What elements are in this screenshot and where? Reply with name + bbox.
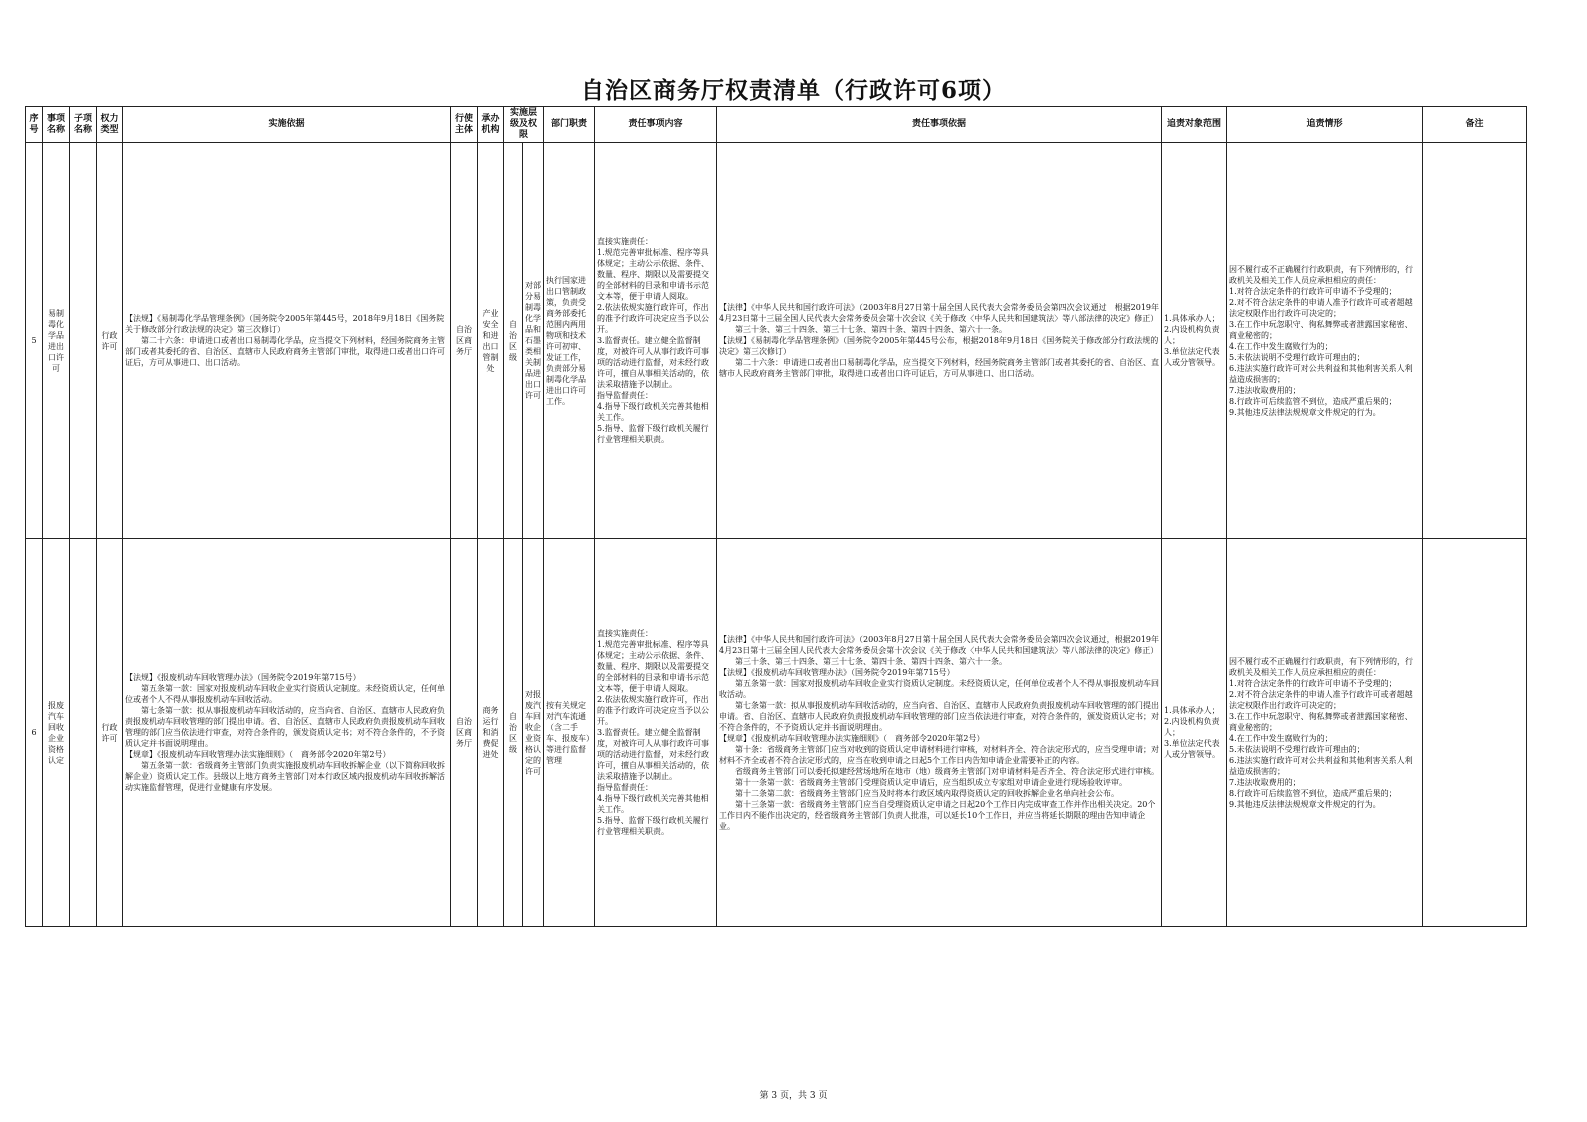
cell-resp-basis: 【法律】《中华人民共和国行政许可法》（2003年8月27日第十届全国人民代表大会常务委员会第四次会议通过 根据2019年4月23日第十三届全国人民代表大会常务委员会第十次会议《关于修改〈中华人民共和国建筑法〉等八部法律的决定》修正） 第三十条、第三十四条、第三十七条、第四十条、第四十四条、第六十一条。 【法规】《易制毒化学品管理条例》（国务院令2005年第445号公布，根据2018年9月18日《国务院关于修改部分行政法规的决定》第三次修订） 第二十六条：申请进口或者出口易制毒化学品，应当提交下列材料，经国务院商务主管部门或者其委托的省、自治区、直辖市人民政府商务主管部门审批，取得进口或者出口许可证后，方可从事进口、出口活动。 [717,143,1162,539]
cell-remark [1423,539,1527,927]
cell-resp-basis: 【法律】《中华人民共和国行政许可法》（2003年8月27日第十届全国人民代表大会常务委员会第四次会议通过，根据2019年4月23日第十三届全国人民代表大会常务委员会第十次会议《关于修改〈中华人民共和国建筑法〉等八部法律的决定》修正） 第三十条、第三十四条、第三十七条、第四十条、第四十四条、第六十一条。 【法规】《报废机动车回收管理办法》（国务院令2019年第715号） 第五条第一款：国家对报废机动车回收企业实行资质认定制度。未经资质认定，任何单位或者个人不得从事报废机动车回收活动。 第七条第一款：拟从事报废机动车回收活动的，应当向省、自治区、直辖市人民政府负责报废机动车回收管理的部门提出申请。省、自治区、直辖市人民政府负责报废机动车回收管理的部门应当依法进行审查，对符合条件的，颁发资质认定书；对不符合条件的，不予资质认定并书面说明理由。 【规章】《报废机动车回收管理办法实施细则》（ 商务部令2020年第2号） 第十条：省级商务主管部门应当对收到的资质认定申请材料进行审核，对材料齐全、符合法定形式的，应当受理申请；对材料不齐全或者不符合法定形式的，应当在收到申请之日起5个工作日内告知申请企业需要补正的内容。 省级商务主管部门可以委托拟建经营场地所在地市（地）级商务主管部门对申请材料是否齐全、符合法定形式进行审核。 第十一条第一款：省级商务主管部门受理资质认定申请后，应当组织成立专家组对申请企业进行现场验收评审。 第十二条第二款：省级商务主管部门应当及时将本行政区域内取得资质认定的回收拆解企业名单向社会公布。 第十三条第一款：省级商务主管部门应当自受理资质认定申请之日起20个工作日内完成审查工作并作出相关决定。20个工作日内不能作出决定的，经省级商务主管部门负责人批准，可以延长10个工作日，并应当将延长期限的理由告知申请企业。 [717,539,1162,927]
cell-level-power: 对报废汽车回收企业资格认定的许可 [523,539,544,927]
cell-dept-duty: 执行国家进出口管制政策，负责受商务部委托范围内两用物项和技术许可初审、发证工作，负责部分易制毒化学品进出口许可工作。 [544,143,595,539]
cell-level-power: 对部分易制毒化学品和石墨类相关制品进出口许可 [523,143,544,539]
header-seq: 序号 [26,107,43,143]
cell-target: 1.具体承办人； 2.内设机构负责人； 3.单位法定代表人或分管领导。 [1162,539,1227,927]
cell-target: 1.具体承办人； 2.内设机构负责人； 3.单位法定代表人或分管领导。 [1162,143,1227,539]
cell-power-type: 行政许可 [97,143,123,539]
page-title: 自治区商务厅权责清单（行政许可6项） [580,77,1006,104]
header-resp-basis: 责任事项依据 [717,107,1162,143]
cell-sub-name [70,539,97,927]
cell-resp-content: 直接实施责任： 1.规范完善审批标准、程序等具体规定；主动公示依据、条件、数量、程序、期限以及需要提交的全部材料的目录和申请书示范文本等，便于申请人阅取。 2.依法依规实施行政许可，作出的准予行政许可决定应当予以公开。 3.监督责任。建立健全监督制度，对被许可人从事行政许可事项的活动进行监督，对未经行政许可，擅自从事相关活动的，依法采取措施予以制止。 指导监督责任： 4.指导下级行政机关完善其他相关工作。 5.指导、监督下级行政机关履行行业管理相关职责。 [595,539,717,927]
cell-remark [1423,143,1527,539]
cell-agency: 产业安全和进出口管制处 [478,143,504,539]
page-footer: 第 3 页，共 3 页 [759,1091,828,1101]
header-dept-duty: 部门职责 [544,107,595,143]
header-item-name: 事项名称 [43,107,70,143]
header-target: 追责对象范围 [1162,107,1227,143]
table-row [26,539,1527,927]
table-row [26,143,1527,539]
cell-power-type: 行政许可 [97,539,123,927]
cell-level: 自治区级 [504,143,523,539]
cell-situation: 因不履行或不正确履行行政职责，有下列情形的，行政机关及相关工作人员应承担相应的责任： 1.对符合法定条件的行政许可申请不予受理的； 2.对不符合法定条件的申请人准予行政许可或者超越法定权限作出行政许可决定的； 3.在工作中玩忽职守、徇私舞弊或者泄露国家秘密、商业秘密的； 4.在工作中发生腐败行为的； 5.未依法说明不受理行政许可理由的； 6.违法实施行政许可对公共利益和其他利害关系人利益造成损害的； 7.违法收取费用的； 8.行政许可后续监管不到位，造成严重后果的； 9.其他违反法律法规规章文件规定的行为。 [1227,539,1423,927]
cell-level: 自治区级 [504,539,523,927]
header-subject: 行使主体 [451,107,478,143]
cell-seq: 6 [26,539,43,927]
header-power-type: 权力类型 [97,107,123,143]
header-level: 实施层级及权限 [504,107,544,143]
cell-seq: 5 [26,143,43,539]
cell-situation: 因不履行或不正确履行行政职责，有下列情形的，行政机关及相关工作人员应承担相应的责任： 1.对符合法定条件的行政许可申请不予受理的； 2.对不符合法定条件的申请人准予行政许可或者超越法定权限作出行政许可决定的； 3.在工作中玩忽职守、徇私舞弊或者泄露国家秘密、商业秘密的； 4.在工作中发生腐败行为的； 5.未依法说明不受理行政许可理由的； 6.违法实施行政许可对公共利益和其他利害关系人利益造成损害的； 7.违法收取费用的； 8.行政许可后续监管不到位，造成严重后果的； 9.其他违反法律法规规章文件规定的行为。 [1227,143,1423,539]
cell-agency: 商务运行和消费促进处 [478,539,504,927]
header-situation: 追责情形 [1227,107,1423,143]
cell-sub-name [70,143,97,539]
cell-basis: 【法规】《易制毒化学品管理条例》（国务院令2005年第445号，2018年9月18日《国务院关于修改部分行政法规的决定》第三次修订） 第二十六条：申请进口或者出口易制毒化学品，应当提交下列材料，经国务院商务主管部门或者其委托的省、自治区、直辖市人民政府商务主管部门审批，取得进口或者出口许可证后，方可从事进口、出口活动。 [123,143,451,539]
cell-item-name: 易制毒化学品进出口许可 [43,143,70,539]
responsibility-table [25,106,1527,927]
cell-item-name: 报废汽车回收企业资格认定 [43,539,70,927]
header-sub-name: 子项名称 [70,107,97,143]
cell-subject: 自治区商务厅 [451,539,478,927]
header-basis: 实施依据 [123,107,451,143]
header-remark: 备注 [1423,107,1527,143]
header-agency: 承办机构 [478,107,504,143]
cell-resp-content: 直接实施责任： 1.规范完善审批标准、程序等具体规定；主动公示依据、条件、数量、程序、期限以及需要提交的全部材料的目录和申请书示范文本等，便于申请人阅取。 2.依法依规实施行政许可，作出的准予行政许可决定应当予以公开。 3.监督责任。建立健全监督制度，对被许可人从事行政许可事项的活动进行监督，对未经行政许可，擅自从事相关活动的，依法采取措施予以制止。 指导监督责任： 4.指导下级行政机关完善其他相关工作。 5.指导、监督下级行政机关履行行业管理相关职责。 [595,143,717,539]
cell-subject: 自治区商务厅 [451,143,478,539]
cell-basis: 【法规】《报废机动车回收管理办法》（国务院令2019年第715号） 第五条第一款：国家对报废机动车回收企业实行资质认定制度。未经资质认定，任何单位或者个人不得从事报废机动车回收活动。 第七条第一款：拟从事报废机动车回收活动的，应当向省、自治区、直辖市人民政府负责报废机动车回收管理的部门提出申请。省、自治区、直辖市人民政府负责报废机动车回收管理的部门应当依法进行审查，对符合条件的，颁发资质认定书；对不符合条件的，不予资质认定并书面说明理由。 【规章】《报废机动车回收管理办法实施细则》（ 商务部令2020年第2号） 第五条第一款：省级商务主管部门负责实施报废机动车回收拆解企业（以下简称回收拆解企业）资质认定工作。县级以上地方商务主管部门对本行政区域内报废机动车回收拆解活动实施监督管理，促进行业健康有序发展。 [123,539,451,927]
header-resp-content: 责任事项内容 [595,107,717,143]
cell-dept-duty: 按有关规定对汽车流通（含二手车、报废车）等进行监督管理 [544,539,595,927]
table-header-row [26,107,1527,143]
